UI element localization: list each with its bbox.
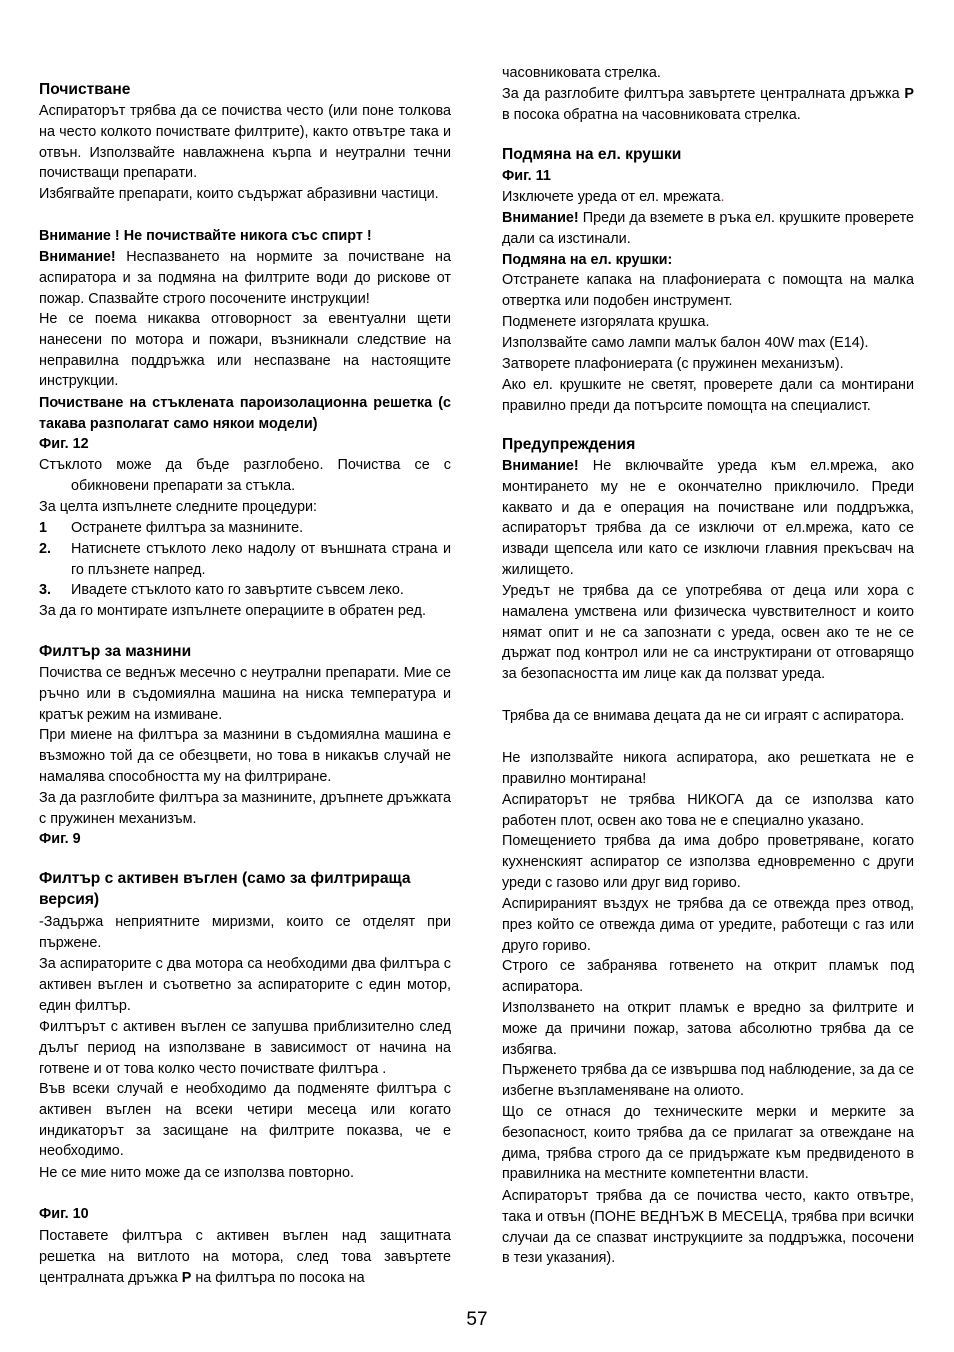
cleaning-paragraph: Аспираторът трябва да се почиства често (или поне толкова на често колкото почиствате филтрите), както отвътре така и отвън. Използвайте навлажнена кърпа и неутрални течни почистващи препарати.: [39, 103, 451, 182]
glass-procedure-intro: За целта изпълнете следните процедури:: [39, 499, 317, 515]
warning-3: Трябва да се внимава децата да не си играят с аспиратора.: [502, 708, 905, 724]
step-text: Натиснете стъклото леко надолу от външната страна и го плъзнете напред.: [71, 541, 451, 578]
carbon-filter-heading: Филтър с активен въглен (само за филтрираща версия): [39, 870, 411, 908]
grease-paragraph-1: Почиства се веднъж месечно с неутрални препарати. Мие се ръчно или в съдомиялна машина на ниска температура и кратък режим на измиване.: [39, 665, 451, 723]
warning-2: Уредът не трябва да се употребява от деца или хора с намалена умствена или физическа чувствителност и които нямат опит и не са запознати с уреда, освен ако те не се държат под контрол или не са инструктирани от отговарящо за безопасността им лице как да ползват уреда.: [502, 583, 914, 683]
bulbs-line-3: Използвайте само лампи малък балон 40W max (E14).: [502, 335, 869, 351]
figure-11-label: Фиг. 11: [502, 168, 551, 184]
glass-cleaning-heading: Почистване на стъклената пароизолационна решетка (с такава разполагат само някои модели): [39, 395, 451, 432]
handle-p-label: P: [181, 1269, 192, 1286]
continued-line: часовниковата стрелка.: [502, 65, 661, 81]
figure-10-label: Фиг. 10: [39, 1206, 89, 1222]
fire-warning: [39, 247, 451, 309]
bulbs-line-1: Отстранете капака на плафониерата с помощта на малка отвертка или подобен инструмент.: [502, 272, 914, 309]
bulbs-line-4: Затворете плафониерата (с пружинен механизъм).: [502, 356, 844, 372]
warning-6: Помещението трябва да има добро проветряване, когато кухненският аспиратор се използва едновременно с други уреди с газово или друг вид гориво.: [502, 833, 914, 891]
warning-1: [502, 456, 914, 581]
figure-9-label: Фиг. 9: [39, 831, 81, 847]
bulbs-subheading: Подмяна на ел. крушки:: [502, 252, 673, 268]
warning-label: Внимание!: [39, 249, 116, 265]
warning-9: Използването на открит пламък е вредно за филтрите и може да причини пожар, затова абсолютно трябва да се избягва.: [502, 1000, 914, 1058]
cleaning-abrasive-note: Избягвайте препарати, които съдържат абразивни частици.: [39, 186, 439, 202]
carbon-paragraph-2: За аспираторите с два мотора са необходими два филтъра с активен въглен и съответно за аспираторите с един мотор, един филтър.: [39, 956, 451, 1014]
grease-paragraph-3: За да разглобите филтъра за мазнините, дръпнете дръжката с пружинен механизъм.: [39, 790, 451, 827]
bulbs-heading: Подмяна на ел. крушки: [502, 146, 682, 163]
step-text: Ивадете стъклото като го завъртите съвсем леко.: [71, 582, 404, 598]
step-text: Остранете филтъра за мазнините.: [71, 520, 304, 536]
warning-text: Не включвайте уреда към ел.мрежа, ако монтирането му не е окончателно приключило. Преди каквато и да е операция на почистване или поддръжка, аспираторът трябва да се изключи от ел.мрежа, като се извади щепсела или като се изключи главния прекъсвач на жилището.: [502, 458, 914, 578]
page-number: 57: [466, 1309, 488, 1330]
warning-8: Строго се забранява готвенето на открит пламък под аспиратора.: [502, 958, 914, 995]
carbon-paragraph-1: -Задържа неприятните миризми, които се отделят при пържене.: [39, 914, 451, 951]
carbon-paragraph-4: Във всеки случай е необходимо да подменяте филтъра с активен въглен на всеки четири месеца или когато индикаторът за засищане на филтрите показва, че е необходимо.: [39, 1081, 451, 1160]
warning-4: Не използвайте никога аспиратора, ако решетката не е правилно монтирана!: [502, 750, 914, 787]
bulbs-line-5: Ако ел. крушките не светят, проверете дали са монтирани правилно преди да потърсите помощта на специалист.: [502, 377, 914, 414]
step-2: [39, 539, 451, 581]
warning-text: Неспазването на нормите за почистване на аспиратора и за подмяна на филтрите води до рискове от пожар. Спазвайте строго посочените инструкции!: [39, 249, 451, 307]
handle-p-label: P: [904, 86, 914, 102]
warning-7: Аспирираният въздух не трябва да се отвежда през отвод, през който се отвежда дима от уредите, работещи с газ или друго гориво.: [502, 896, 914, 954]
step-number: 3.: [39, 582, 52, 598]
warning-label: Внимание!: [502, 458, 579, 474]
step-1: [39, 518, 451, 539]
warning-label: Внимание!: [502, 210, 579, 226]
warning-11: Що се отнася до техническите мерки и мерките за безопасност, които трябва да се прилагат за отвеждане на дима, трябва строго да се придържате към предвиденото в правилника на местните компетентни власти.: [502, 1104, 914, 1183]
warnings-heading: Предупреждения: [502, 436, 636, 453]
disassemble-paragraph: [502, 84, 914, 126]
warning-12: Аспираторът трябва да се почиства често, както отвътре, така и отвън (ПОНЕ ВЕДНЪЖ В МЕСЕЦА, трябва при всички случаи да се спазват инструкциите за поддръжка, посочени в тези указания).: [502, 1188, 914, 1267]
warning-text: Преди да вземете в ръка ел. крушките проверете дали са изстинали.: [502, 210, 914, 247]
unplug-instruction: [502, 187, 914, 208]
warning-5: Аспираторът не трябва НИКОГА да се използва като работен плот, освен ако това не е специално указано.: [502, 792, 914, 829]
unplug-text: Изключете уреда от ел. мрежата: [502, 189, 721, 205]
step-number: 2.: [39, 541, 52, 557]
grease-paragraph-2: При миене на филтъра за мазнини в съдомиялна машина е възможно той да се обезцвети, но това в никакъв случай не намалява способността му на филтриране.: [39, 727, 451, 785]
carbon-paragraph-3: Филтърът с активен въглен се запушва приблизително след дълъг период на използване в зависимост от начина на готвене и от това колко често почиствате филтъра .: [39, 1019, 451, 1077]
figure-12-label: Фиг. 12: [39, 436, 89, 452]
bulbs-warning: [502, 208, 914, 250]
disassemble-text: За да разглобите филтъра завъртете централната дръжка: [502, 86, 905, 102]
reassembly-note: За да го монтирате изпълнете операциите в обратен ред.: [39, 603, 426, 619]
alcohol-warning: Внимание ! Не почиствайте никога със спирт !: [39, 228, 372, 244]
figure-10-text-end: на филтъра по посока на: [191, 1269, 365, 1286]
disassemble-text-end: в посока обратна на часовниковата стрелка.: [502, 106, 801, 123]
grease-filter-heading: Филтър за мазнини: [39, 643, 192, 660]
figure-10-text: Поставете филтъра с активен въглен над защитната решетка на витлото на мотора, след това завъртете централната дръжка: [39, 1228, 451, 1286]
bulbs-line-2: Подменете изгорялата крушка.: [502, 314, 710, 330]
warning-10: Пърженето трябва да се извършва под наблюдение, за да се избегне възпламеняване на олиото.: [502, 1062, 914, 1099]
carbon-paragraph-5: Не се мие нито може да се използва повторно.: [39, 1165, 355, 1181]
figure-10-paragraph: [39, 1226, 451, 1288]
glass-paragraph: Стъклото може да бъде разглобено. Почиства се с обикновени препарати за стъкла.: [39, 457, 451, 494]
cleaning-heading: Почистване: [39, 81, 131, 98]
step-3: [39, 580, 451, 601]
step-number: 1: [39, 520, 48, 536]
unplug-dot: .: [720, 189, 725, 205]
liability-paragraph: Не се поема никаква отговорност за евентуални щети нанесени по мотора и пожари, възникнали следствие на неправилна поддръжка или неспазване на настоящите инструкции.: [39, 311, 451, 390]
